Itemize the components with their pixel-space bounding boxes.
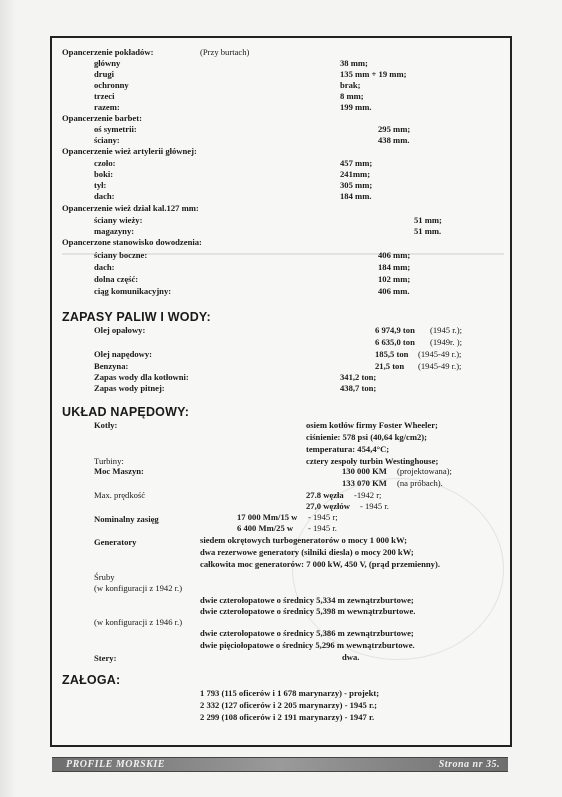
boilers-value-1: osiem kotłów firmy Foster Wheeler; [306, 420, 438, 430]
generators-value-1: siedem okrętowych turbogeneratorów o mocy 1 000 kW; [200, 535, 407, 545]
range-note-1: - 1945 r; [308, 512, 338, 522]
fuel-petrol-note: (1945-49 r.); [418, 361, 462, 371]
crew-line-1: 1 793 (115 oficerów i 1 678 marynarzy) - projekt; [200, 688, 380, 698]
footer-publication-title: PROFILE MORSKIE [66, 759, 165, 770]
t127-magazines-value: 51 mm. [414, 226, 442, 236]
speed-note-2: - 1945 r. [360, 501, 389, 511]
crew-line-3: 2 299 (108 oficerów i 2 191 marynarzy) - 1947 r. [200, 712, 375, 722]
deck-main-value: 38 mm; [340, 58, 368, 68]
generators-value-3: całkowita moc generatorów: 7 000 kW, 450 V, (prąd przemienny). [200, 559, 440, 569]
fuel-oil-note-1: (1945 r.); [430, 325, 462, 335]
turret-front-value: 457 mm; [340, 158, 373, 168]
range-note-2: - 1945 r. [308, 523, 337, 533]
power-value-2: 133 070 KM [342, 478, 387, 488]
deck-second-value: 135 mm + 19 mm; [340, 69, 407, 79]
generators-label: Generatory [94, 537, 137, 547]
power-note-1: (projektowana); [397, 466, 452, 476]
speed-value-2: 27,0 węzłów [306, 501, 350, 511]
barbette-armor-title: Opancerzenie barbet: [62, 113, 142, 123]
crew-heading: ZAŁOGA: [62, 673, 121, 687]
command-armor-title: Opancerzone stanowisko dowodzenia: [62, 237, 202, 247]
turret-rear-label: tył: [94, 180, 107, 190]
turret-armor-title: Opancerzenie wież artylerii głównej: [62, 146, 197, 156]
speed-note-1: -1942 r; [354, 490, 382, 500]
footer-page-number: Strona nr 35. [438, 759, 500, 770]
barbette-axis-value: 295 mm; [378, 124, 411, 134]
generators-value-2: dwa rezerwowe generatory (silniki diesla) o mocy 200 kW; [200, 547, 414, 557]
barbette-walls-label: ściany: [94, 135, 120, 145]
fuel-oil-value-1: 6 974,9 ton [375, 325, 415, 335]
screws-1942-value-2: dwie czterołopatowe o średnicy 5,398 m wewnątrzburtowe. [200, 606, 416, 616]
boilers-value-2: ciśnienie: 578 psi (40,64 kg/cm2); [306, 432, 428, 442]
page-footer-bar [52, 757, 508, 772]
command-tube-label: ciąg komunikacyjny: [94, 286, 172, 296]
command-sides-label: ściany boczne: [94, 250, 148, 260]
deck-protective-label: ochronny [94, 80, 129, 90]
screws-label: Śruby [94, 572, 115, 582]
t127-magazines-label: magazyny: [94, 226, 135, 236]
deck-second-label: drugi [94, 69, 115, 79]
crew-line-2: 2 332 (127 oficerów i 2 205 marynarzy) - 1945 r.; [200, 700, 378, 710]
range-value-1: 17 000 Mm/15 w [237, 512, 298, 522]
fuel-heading: ZAPASY PALIW I WODY: [62, 310, 211, 324]
turret-sides-label: boki: [94, 169, 114, 179]
fuel-diesel-value: 185,5 ton [375, 349, 409, 359]
turret-front-label: czoło: [94, 158, 116, 168]
rudders-label: Stery: [94, 653, 117, 663]
screws-config-1942: (w konfiguracji z 1942 r.) [94, 583, 183, 593]
boiler-water-value: 341,2 ton; [340, 372, 377, 382]
barbette-axis-label: oś symetrii: [94, 124, 137, 134]
rudders-value: dwa. [342, 652, 360, 662]
speed-value-1: 27.8 węzła [306, 490, 344, 500]
turbines-label: Turbiny: [94, 456, 124, 466]
propulsion-heading: UKŁAD NAPĘDOWY: [62, 405, 190, 419]
turret-sides-value: 241mm; [340, 169, 371, 179]
boilers-label: Kotły: [94, 420, 118, 430]
range-value-2: 6 400 Mm/25 w [237, 523, 294, 533]
range-label: Nominalny zasięg [94, 514, 159, 524]
turbines-value: cztery zespoły turbin Westinghouse; [306, 456, 439, 466]
fuel-oil-value-2: 6 635,0 ton [375, 337, 415, 347]
fuel-diesel-note: (1945-49 r.); [418, 349, 462, 359]
screws-1942-value-1: dwie czterołopatowe o średnicy 5,334 m zewnątrzburtowe; [200, 595, 414, 605]
screws-1946-value-1: dwie czterołopatowe o średnicy 5,386 m zewnątrzburtowe; [200, 628, 414, 638]
screws-1946-value-2: dwie pięciołopatowe o średnicy 5,296 m wewnątrzburtowe. [200, 640, 415, 650]
screws-config-1946: (w konfiguracji z 1946 r.) [94, 617, 183, 627]
fuel-oil-label: Olej opałowy: [94, 325, 146, 335]
deck-third-label: trzeci [94, 91, 115, 101]
boilers-value-3: temperatura: 454,4°C; [306, 444, 390, 454]
deck-armor-note: (Przy burtach) [200, 47, 250, 57]
power-label: Moc Maszyn: [94, 466, 144, 476]
deck-total-label: razem: [94, 102, 120, 112]
page-gutter [0, 0, 16, 797]
command-roof-label: dach: [94, 262, 115, 272]
turret-roof-label: dach: [94, 191, 115, 201]
t127-walls-label: ściany wieży: [94, 215, 143, 225]
deck-main-label: główny [94, 58, 121, 68]
deck-protective-value: brak; [340, 80, 361, 90]
deck-armor-title: Opancerzenie pokładów: [62, 47, 154, 57]
command-lower-label: dolna część: [94, 274, 139, 284]
deck-total-value: 199 mm. [340, 102, 372, 112]
drink-water-label: Zapas wody pitnej: [94, 383, 165, 393]
t127-walls-value: 51 mm; [414, 215, 442, 225]
command-roof-value: 184 mm; [378, 262, 411, 272]
turret-rear-value: 305 mm; [340, 180, 373, 190]
fuel-diesel-label: Olej napędowy: [94, 349, 153, 359]
drink-water-value: 438,7 ton; [340, 383, 377, 393]
power-note-2: (na próbach). [397, 478, 443, 488]
deck-third-value: 8 mm; [340, 91, 364, 101]
command-sides-value: 406 mm; [378, 250, 411, 260]
fuel-oil-note-2: (1949r. ); [430, 337, 462, 347]
speed-label: Max. prędkość [94, 490, 146, 500]
t127-armor-title: Opancerzenie wież dział kal.127 mm: [62, 203, 199, 213]
fuel-petrol-value: 21,5 ton [375, 361, 405, 371]
boiler-water-label: Zapas wody dla kotłowni: [94, 372, 189, 382]
command-tube-value: 406 mm. [378, 286, 410, 296]
power-value-1: 130 000 KM [342, 466, 387, 476]
fuel-petrol-label: Benzyna: [94, 361, 129, 371]
barbette-walls-value: 438 mm. [378, 135, 410, 145]
turret-roof-value: 184 mm. [340, 191, 372, 201]
command-lower-value: 102 mm; [378, 274, 411, 284]
